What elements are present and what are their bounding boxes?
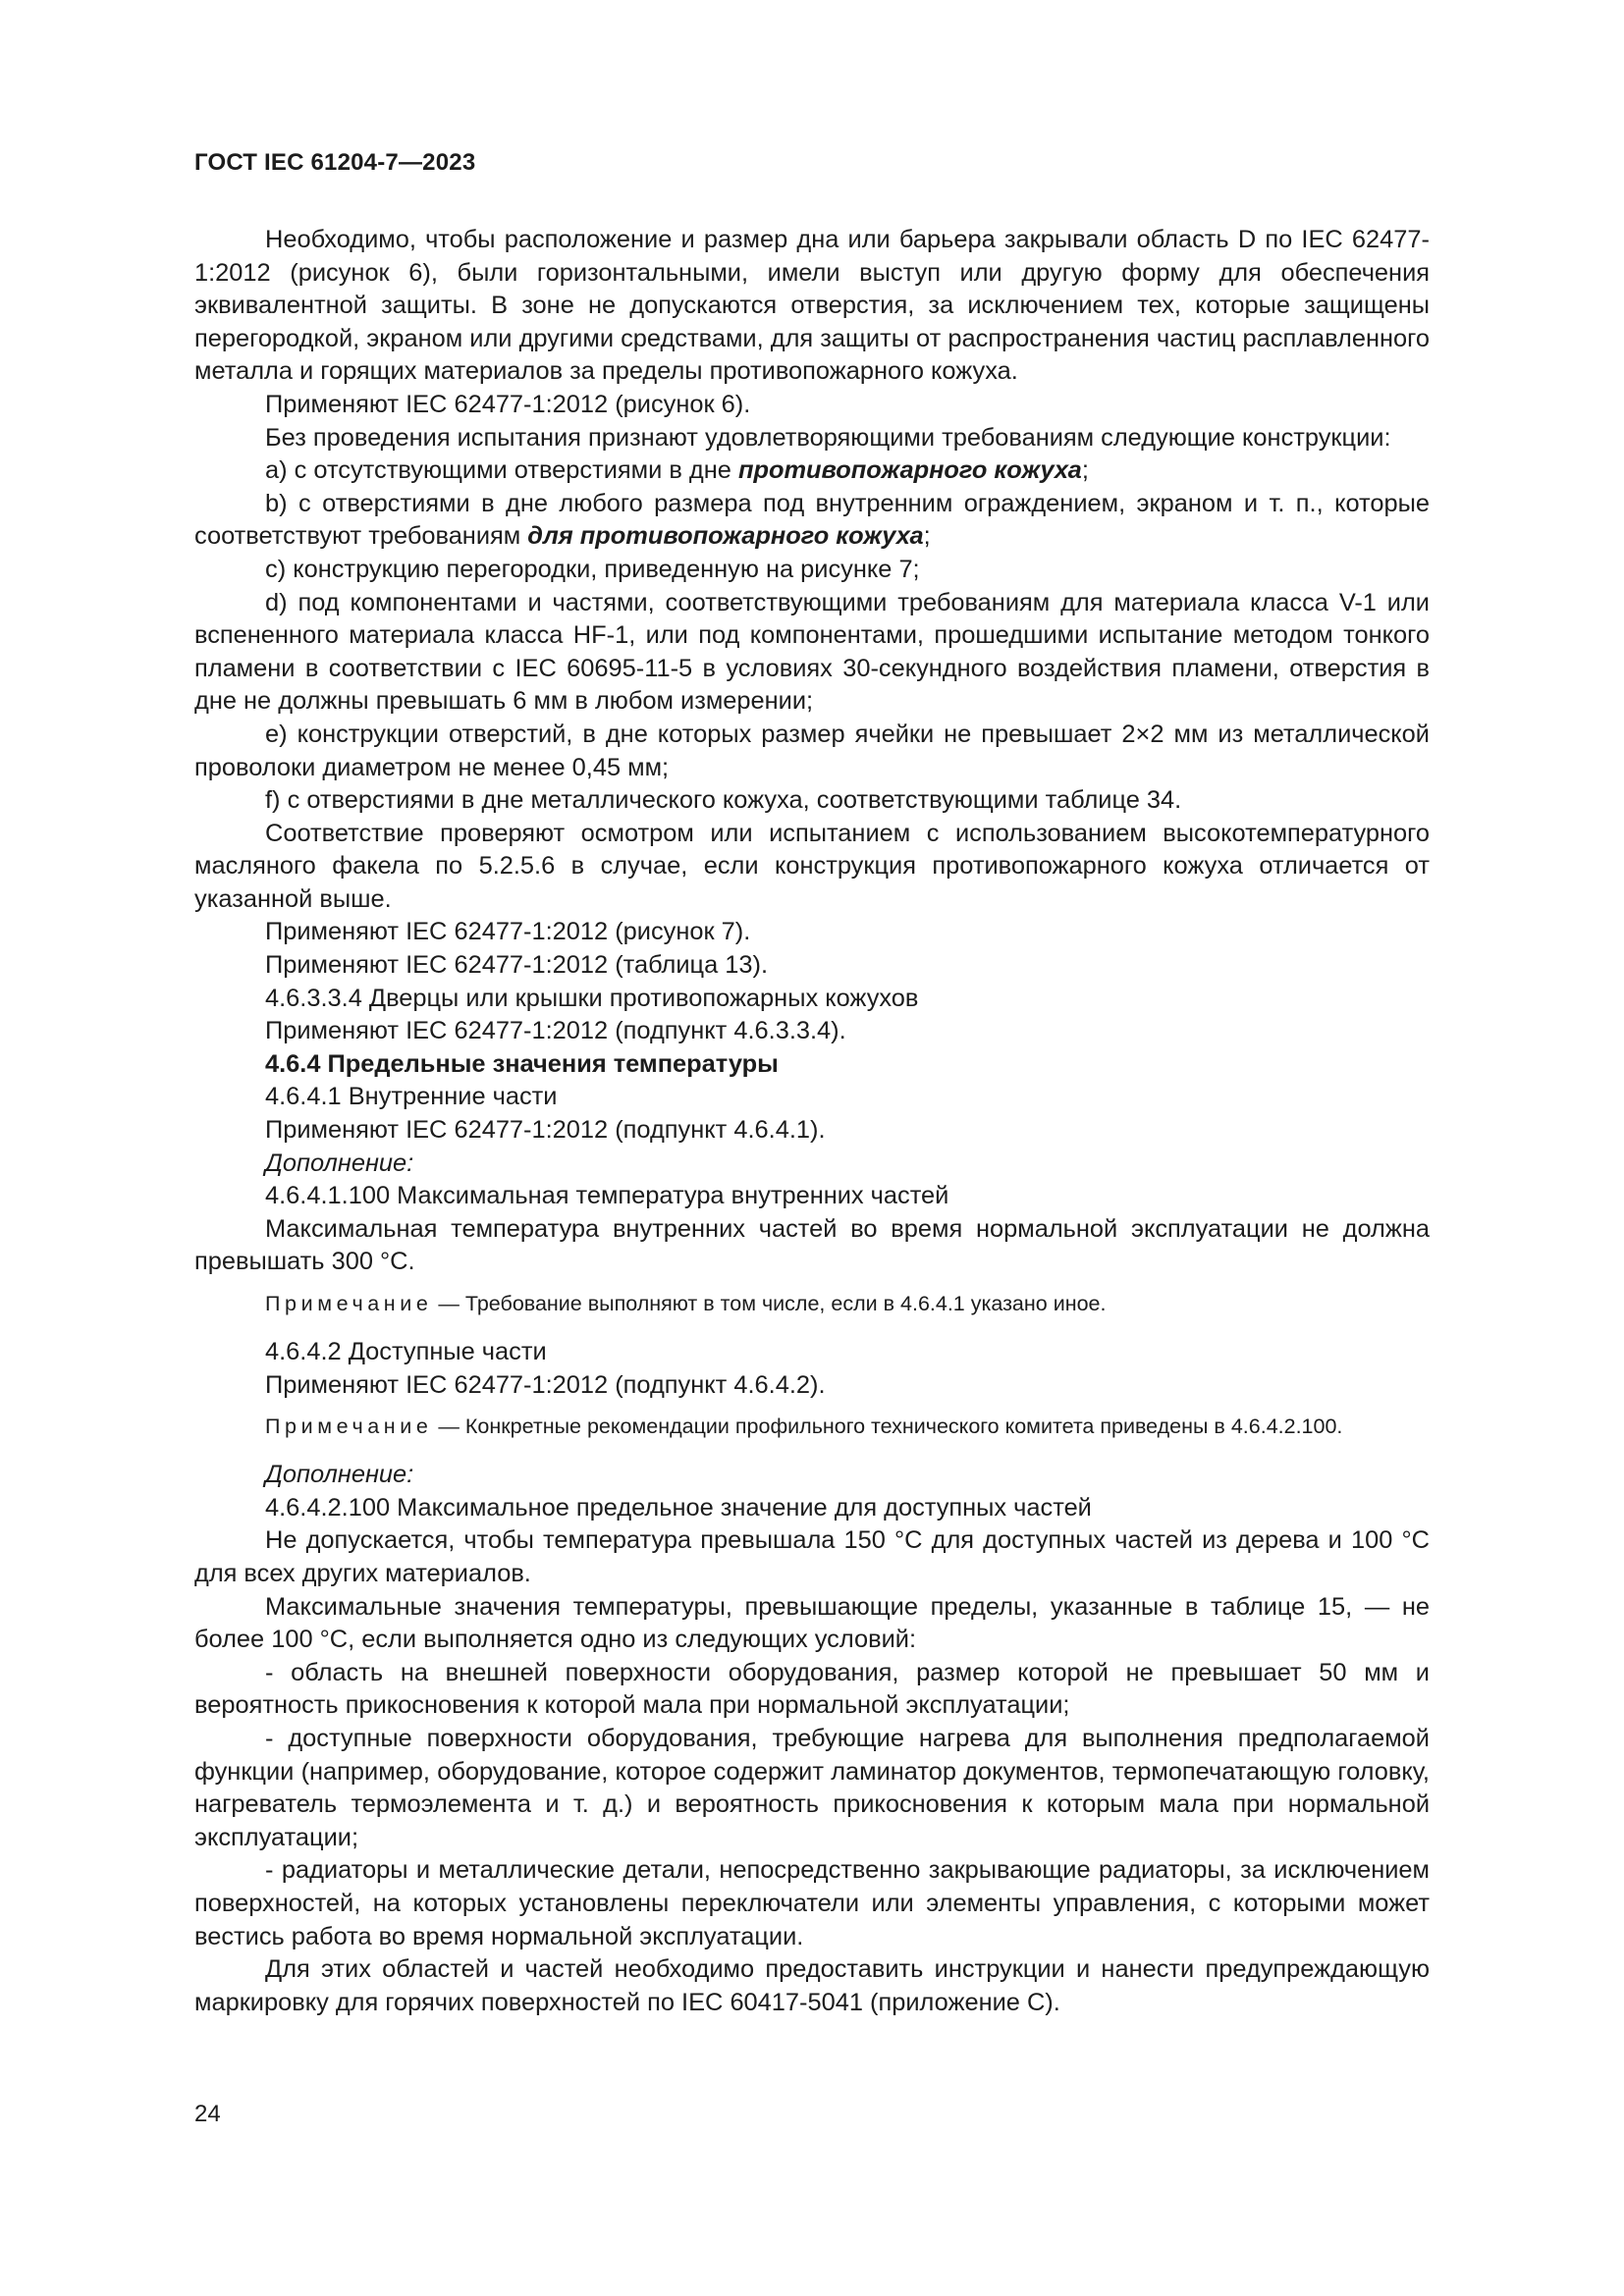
paragraph: Применяют IEC 62477-1:2012 (подпункт 4.6.4.2). bbox=[265, 1370, 826, 1399]
list-item-c: c) конструкцию перегородки, приведенную на рисунке 7; bbox=[265, 555, 920, 583]
paragraph: Необходимо, чтобы расположение и размер дна или барьера закрывали область D по IEC 62477-1:2012 (рисунок 6), были горизонтальными, имели выступ или другую форму для обеспечения эквивалентной защиты. В зоне не допускаются отверстия, за исключением тех, которые защищены перегородкой, экраном или другими средствами, для защиты от распространения частиц расплавленного металла и горящих материалов за пределы противопожарного кожуха. bbox=[194, 226, 1430, 386]
document-body bbox=[194, 224, 1430, 2019]
note-label: Примечание bbox=[265, 1292, 433, 1315]
subsection-title: 4.6.4.2 Доступные части bbox=[265, 1338, 547, 1365]
list-item-d: d) под компонентами и частями, соответствующими требованиям для материала класса V-1 или вспененного материала класса HF-1, или под компонентами, прошедшими испытание методом тонкого пламени в соответствии с IEC 60695-11-5 в условиях 30-секундного воздействия пламени, отверстия в дне не должны превышать 6 мм в любом измерении; bbox=[194, 588, 1430, 716]
list-item-e: e) конструкции отверстий, в дне которых размер ячейки не превышает 2×2 мм из металлической проволоки диаметром не менее 0,45 мм; bbox=[194, 720, 1430, 781]
list-item-text: ; bbox=[1081, 456, 1089, 485]
list-item-text: b) с отверстиями в дне любого размера под внутренним ограждением, экраном и т. п., которые соответствуют требованиям bbox=[194, 489, 1430, 551]
paragraph: Максимальная температура внутренних частей во время нормальной эксплуатации не должна превышать 300 °С. bbox=[194, 1214, 1430, 1276]
note-text: — Конкретные рекомендации профильного технического комитета приведены в 4.6.4.2.100. bbox=[432, 1415, 1343, 1439]
list-item-text: ; bbox=[923, 522, 931, 551]
paragraph: Без проведения испытания признают удовлетворяющими требованиям следующие конструкции: bbox=[265, 423, 1391, 452]
paragraph: Применяют IEC 62477-1:2012 (таблица 13). bbox=[265, 951, 769, 980]
subsection-title: 4.6.4.2.100 Максимальное предельное значение для доступных частей bbox=[265, 1493, 1092, 1522]
subsection-title: 4.6.4.1.100 Максимальная температура внутренних частей bbox=[265, 1182, 949, 1210]
dash-list-item: - область на внешней поверхности оборудования, размер которой не превышает 50 мм и вероятность прикосновения к которой мала при нормальной эксплуатации; bbox=[194, 1658, 1430, 1720]
paragraph: Для этих областей и частей необходимо предоставить инструкции и нанести предупреждающую маркировку для горячих поверхностей по IEC 60417-5041 (приложение С). bbox=[194, 1955, 1430, 2016]
list-item-b bbox=[194, 488, 1430, 554]
paragraph: Соответствие проверяют осмотром или испытанием с использованием высокотемпературного масляного факела по 5.2.5.6 в случае, если конструкция противопожарного кожуха отличается от указанной выше. bbox=[194, 819, 1430, 913]
addition-label: Дополнение: bbox=[265, 1148, 414, 1177]
dash-list-item: - доступные поверхности оборудования, требующие нагрева для выполнения предполагаемой функции (например, оборудование, которое содержит ламинатор документов, термопечатающую головку, нагреватель термоэлемента и т. д.) и вероятность прикосновения к которым мала при нормальной эксплуатации; bbox=[194, 1724, 1430, 1851]
subsection-title: 4.6.4.1 Внутренние части bbox=[265, 1083, 558, 1111]
page-number: 24 bbox=[194, 2101, 221, 2127]
document-header: ГОСТ IEC 61204-7—2023 bbox=[194, 149, 476, 176]
paragraph: Максимальные значения температуры, превышающие пределы, указанные в таблице 15, — не более 100 °С, если выполняется одно из следующих условий: bbox=[194, 1592, 1430, 1654]
paragraph: Применяют IEC 62477-1:2012 (рисунок 6). bbox=[265, 390, 751, 418]
paragraph: Применяют IEC 62477-1:2012 (подпункт 4.6.4.1). bbox=[265, 1116, 826, 1145]
paragraph: Применяют IEC 62477-1:2012 (рисунок 7). bbox=[265, 918, 751, 946]
paragraph: Не допускается, чтобы температура превышала 150 °С для доступных частей из дерева и 100 °С для всех других материалов. bbox=[194, 1526, 1430, 1587]
note bbox=[194, 1412, 1430, 1441]
subsection-title: 4.6.3.3.4 Дверцы или крышки противопожарных кожухов bbox=[265, 984, 919, 1012]
dash-list-item: - радиаторы и металлические детали, непосредственно закрывающие радиаторы, за исключением поверхностей, на которых установлены переключатели или элементы управления, с которыми может вестись работа во время нормальной эксплуатации. bbox=[194, 1856, 1430, 1950]
emphasis-text: для противопожарного кожуха bbox=[527, 522, 924, 551]
list-item-f: f) с отверстиями в дне металлического кожуха, соответствующими таблице 34. bbox=[265, 786, 1182, 815]
section-heading: 4.6.4 Предельные значения температуры bbox=[265, 1049, 779, 1078]
note-text: — Требование выполняют в том числе, если в 4.6.4.1 указано иное. bbox=[432, 1292, 1107, 1315]
addition-label: Дополнение: bbox=[265, 1461, 414, 1489]
note bbox=[194, 1289, 1430, 1318]
list-item-a bbox=[194, 454, 1430, 488]
list-item-text: a) с отсутствующими отверстиями в дне bbox=[265, 456, 738, 485]
paragraph: Применяют IEC 62477-1:2012 (подпункт 4.6.3.3.4). bbox=[265, 1017, 846, 1045]
emphasis-text: противопожарного кожуха bbox=[737, 456, 1082, 485]
note-label: Примечание bbox=[265, 1415, 433, 1439]
